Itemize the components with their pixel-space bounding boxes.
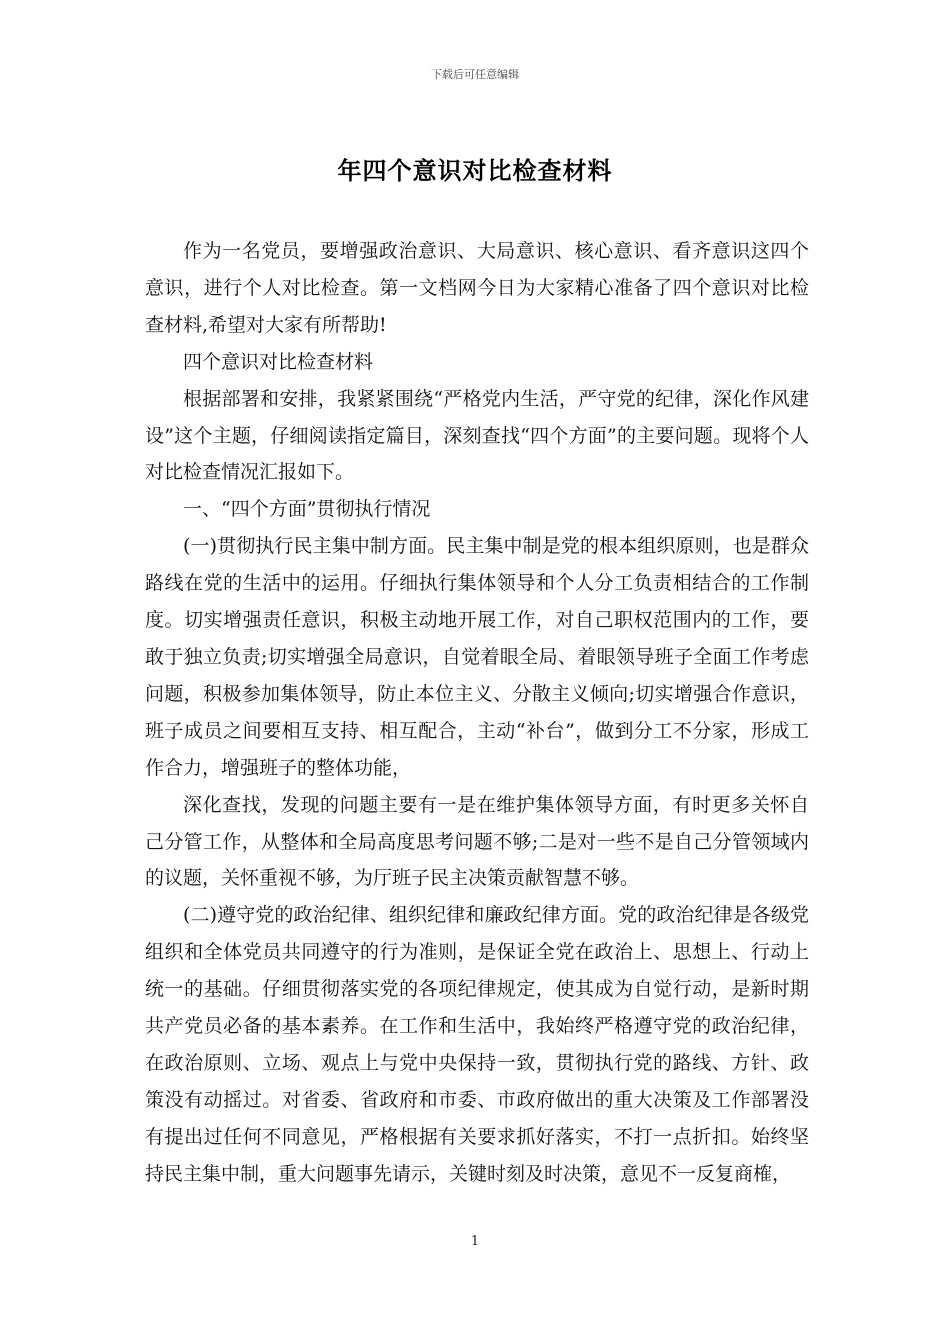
section-heading-1: 一、“四个方面”贯彻执行情况 xyxy=(183,498,431,521)
header-note: 下载后可任意编辑 xyxy=(431,68,519,81)
page-number: 1 xyxy=(470,1234,480,1249)
paragraph-subtitle: 四个意识对比检查材料 xyxy=(183,350,374,373)
paragraph-democratic-centralism: (一)贯彻执行民主集中制方面。民主集中制是党的根本组织原则，也是群众路线在党的生活中的运用。仔细执行集体领导和个人分工负责相结合的工作制度。切实增强责任意识，积极主动地开展工作，对自己职权范围内的工作，要敢于独立负责;切实增强全局意识，自觉着眼全局、着眼领导班子全面工作考虑问题，积极参加集体领导，防止本位主义、分散主义倾向;切实增强合作意识，班子成员之间要相互支持、相互配合，主动“补台”，做到分工不分家，形成工作合力，增强班子的整体功能， xyxy=(145,535,809,779)
document-title: 年四个意识对比检查材料 xyxy=(337,156,613,185)
paragraph-intro: 作为一名党员，要增强政治意识、大局意识、核心意识、看齐意识这四个意识，进行个人对比检查。第一文档网今日为大家精心准备了四个意识对比检查材料,希望对大家有所帮助! xyxy=(145,240,809,336)
paragraph-background: 根据部署和安排，我紧紧围绕“严格党内生活，严守党的纪律，深化作风建设”这个主题，仔细阅读指定篇目，深刻查找“四个方面”的主要问题。现将个人对比检查情况汇报如下。 xyxy=(145,387,809,484)
document-body xyxy=(145,233,809,1193)
paragraph-party-discipline: (二)遵守党的政治纪律、组织纪律和廉政纪律方面。党的政治纪律是各级党组织和全体党员共同遵守的行为准则，是保证全党在政治上、思想上、行动上统一的基础。仔细贯彻落实党的各项纪律规定，使其成为自觉行动，是新时期共产党员必备的基本素养。在工作和生活中，我始终严格遵守党的政治纪律，在政治原则、立场、观点上与党中央保持一致，贯彻执行党的路线、方针、政策没有动摇过。对省委、省政府和市委、市政府做出的重大决策及工作部署没有提出过任何不同意见，严格根据有关要求抓好落实，不打一点折扣。始终坚持民主集中制，重大问题事先请示，关键时刻及时决策，意见不一反复商榷， xyxy=(145,904,809,1185)
paragraph-problems-found: 深化查找，发现的问题主要有一是在维护集体领导方面，有时更多关怀自己分管工作，从整体和全局高度思考问题不够;二是对一些不是自己分管领域内的议题，关怀重视不够，为厅班子民主决策贡献智慧不够。 xyxy=(145,793,809,890)
